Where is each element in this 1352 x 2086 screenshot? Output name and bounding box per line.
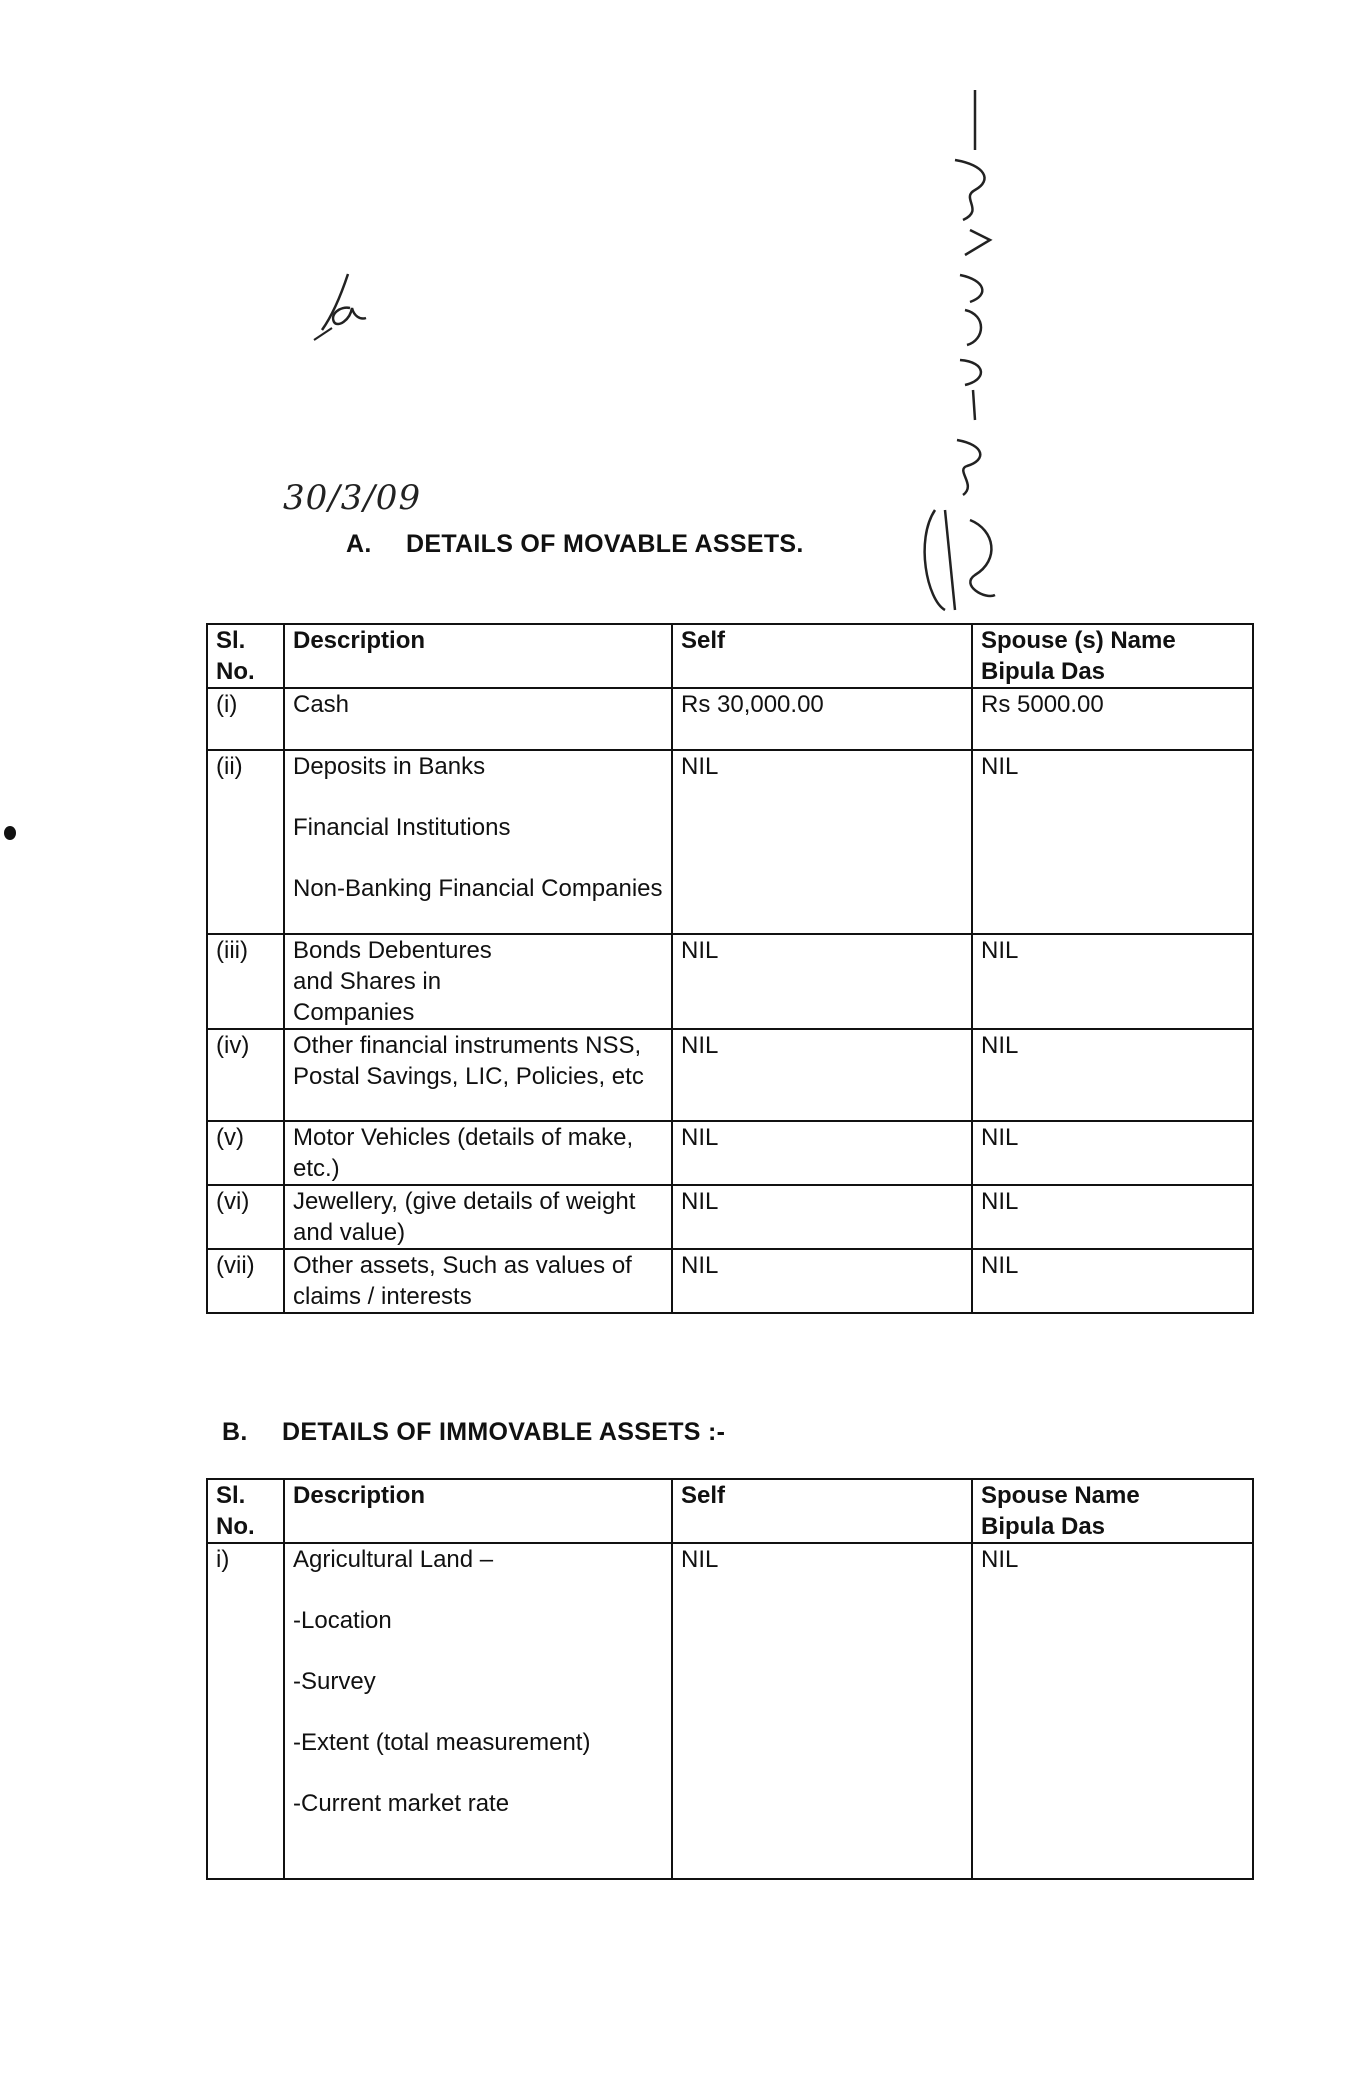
table-row (207, 1121, 1253, 1185)
row-self: NIL (672, 1121, 972, 1185)
row-self: NIL (672, 1249, 972, 1313)
handwritten-receipt-note (915, 40, 1015, 620)
table-row (207, 1249, 1253, 1313)
row-description-line: Financial Institutions (293, 814, 511, 841)
handwritten-date: 30/3/09 (283, 478, 422, 518)
row-self: NIL (672, 1029, 972, 1121)
row-self: NIL (672, 934, 972, 1029)
row-sl: (vi) (207, 1185, 284, 1249)
row-self: NIL (672, 1185, 972, 1249)
section-b-heading: DETAILS OF IMMOVABLE ASSETS :- (282, 1418, 726, 1446)
row-description-line: -Location (293, 1607, 392, 1634)
row-description-line: Non-Banking Financial Companies (293, 875, 663, 902)
stray-mark (4, 826, 16, 840)
header-sl-no: Sl. No. (207, 624, 284, 688)
movable-assets-table (206, 623, 1254, 1314)
section-a-letter: A. (346, 530, 372, 558)
row-description-line: Agricultural Land – (293, 1546, 494, 1573)
row-sl: (iii) (207, 934, 284, 1029)
header-self: Self (672, 1479, 972, 1543)
section-b-letter: B. (222, 1418, 248, 1446)
header-description: Description (284, 1479, 672, 1543)
header-spouse-name: Bipula Das (981, 1513, 1106, 1540)
row-sl: (v) (207, 1121, 284, 1185)
row-spouse: NIL (972, 1543, 1253, 1879)
row-spouse: NIL (972, 1029, 1253, 1121)
row-description (284, 750, 672, 934)
row-description: Cash (284, 688, 672, 750)
row-spouse: NIL (972, 1121, 1253, 1185)
header-description: Description (284, 624, 672, 688)
table-row (207, 750, 1253, 934)
header-spouse (972, 1479, 1253, 1543)
header-spouse-label: Spouse (s) Name (981, 627, 1176, 654)
table-row (207, 688, 1253, 750)
row-spouse: NIL (972, 750, 1253, 934)
row-description-line: -Current market rate (293, 1790, 510, 1817)
row-sl: i) (207, 1543, 284, 1879)
header-spouse-name: Bipula Das (981, 658, 1106, 685)
row-description-line: Deposits in Banks (293, 753, 486, 780)
table-header-row (207, 1479, 1253, 1543)
row-description (284, 1543, 672, 1879)
header-spouse-label: Spouse Name (981, 1482, 1140, 1509)
table-row (207, 1543, 1253, 1879)
section-b-title (222, 1418, 725, 1447)
row-self: NIL (672, 1543, 972, 1879)
row-sl: (ii) (207, 750, 284, 934)
initial-signature (310, 268, 370, 348)
section-a-heading: DETAILS OF MOVABLE ASSETS. (406, 530, 804, 558)
table-header-row (207, 624, 1253, 688)
row-description-line: -Survey (293, 1668, 376, 1695)
row-self: NIL (672, 750, 972, 934)
row-description: Other financial instruments NSS, Postal Savings, LIC, Policies, etc (284, 1029, 672, 1121)
row-spouse: NIL (972, 1185, 1253, 1249)
header-self: Self (672, 624, 972, 688)
row-sl: (iv) (207, 1029, 284, 1121)
row-description: Jewellery, (give details of weight and value) (284, 1185, 672, 1249)
row-sl: (vii) (207, 1249, 284, 1313)
row-description-line: -Extent (total measurement) (293, 1729, 591, 1756)
table-row (207, 1185, 1253, 1249)
header-spouse (972, 624, 1253, 688)
row-sl: (i) (207, 688, 284, 750)
row-spouse: NIL (972, 1249, 1253, 1313)
row-spouse: NIL (972, 934, 1253, 1029)
row-self: Rs 30,000.00 (672, 688, 972, 750)
header-sl-no: Sl. No. (207, 1479, 284, 1543)
table-row (207, 934, 1253, 1029)
immovable-assets-table (206, 1478, 1254, 1880)
table-row (207, 1029, 1253, 1121)
row-spouse: Rs 5000.00 (972, 688, 1253, 750)
section-a-title (346, 530, 804, 559)
row-description: Motor Vehicles (details of make, etc.) (284, 1121, 672, 1185)
row-description: Other assets, Such as values of claims / interests (284, 1249, 672, 1313)
row-description: Bonds Debentures and Shares in Companies (284, 934, 672, 1029)
